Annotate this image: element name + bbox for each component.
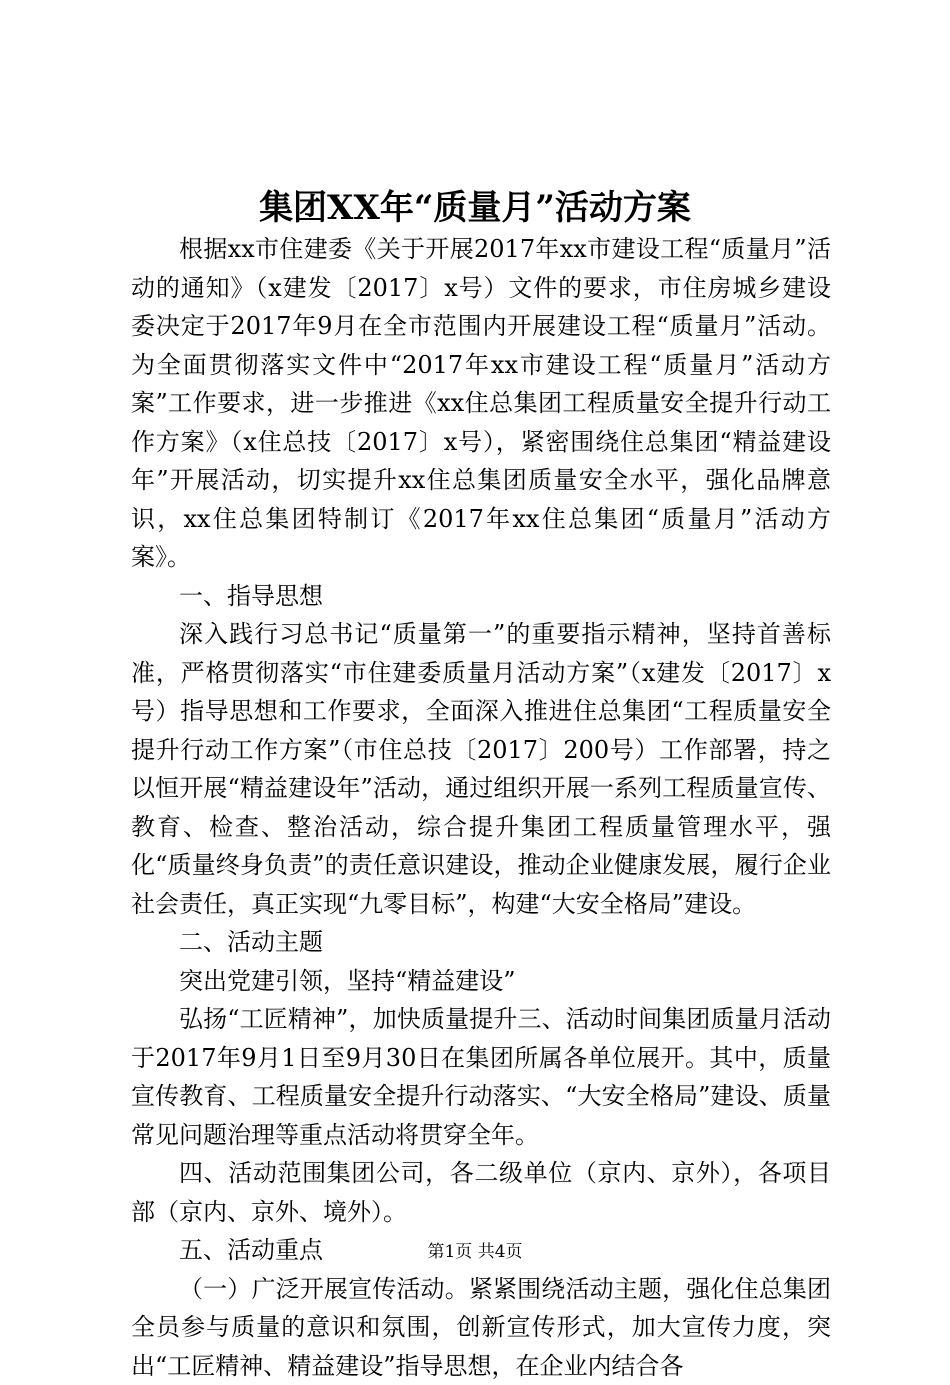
section-heading-activity-focus: 五、活动重点 (131, 1231, 831, 1270)
activity-time-paragraph: 弘扬“工匠精神”，加快质量提升三、活动时间集团质量月活动于2017年9月1日至9月30日在集团所属各单位展开。其中，质量宣传教育、工程质量安全提升行动落实、“大安全格局”建设、质量常见问题治理等重点活动将贯穿全年。 (131, 1000, 831, 1154)
activity-theme-line: 突出党建引领，坚持“精益建设” (131, 962, 831, 1001)
section-heading-guiding-ideology: 一、指导思想 (131, 577, 831, 616)
guiding-ideology-paragraph: 深入践行习总书记“质量第一”的重要指示精神，坚持首善标准，严格贯彻落实“市住建委质量月活动方案”（x建发〔2017〕x号）指导思想和工作要求，全面深入推进住总集团“工程质量安全提升行动工作方案”（市住总技〔2017〕200号）工作部署，持之以恒开展“精益建设年”活动，通过组织开展一系列工程质量宣传、教育、检查、整治活动，综合提升集团工程质量管理水平，强化“质量终身负责”的责任意识建设，推动企业健康发展，履行企业社会责任，真正实现“九零目标”，构建“大安全格局”建设。 (131, 615, 831, 923)
document-title: 集团XX年“质量月”活动方案 (0, 180, 950, 236)
activity-focus-paragraph: （一）广泛开展宣传活动。紧紧围绕活动主题，强化住总集团全员参与质量的意识和氛围，创新宣传形式，加大宣传力度，突出“工匠精神、精益建设”指导思想，在企业内结合各 (131, 1270, 831, 1385)
activity-scope-paragraph: 四、活动范围集团公司，各二级单位（京内、京外），各项目部（京内、京外、境外）。 (131, 1154, 831, 1231)
page-number-footer: 第1页 共4页 (0, 1240, 950, 1264)
document-body (131, 230, 831, 1385)
intro-paragraph: 根据xx市住建委《关于开展2017年xx市建设工程“质量月”活动的通知》（x建发〔2017〕x号）文件的要求，市住房城乡建设委决定于2017年9月在全市范围内开展建设工程“质量月”活动。为全面贯彻落实文件中“2017年xx市建设工程“质量月”活动方案”工作要求，进一步推进《xx住总集团工程质量安全提升行动工作方案》（x住总技〔2017〕x号），紧密围绕住总集团“精益建设年”开展活动，切实提升xx住总集团质量安全水平，强化品牌意识，xx住总集团特制订《2017年xx住总集团“质量月”活动方案》。 (131, 230, 831, 577)
section-heading-activity-theme: 二、活动主题 (131, 923, 831, 962)
